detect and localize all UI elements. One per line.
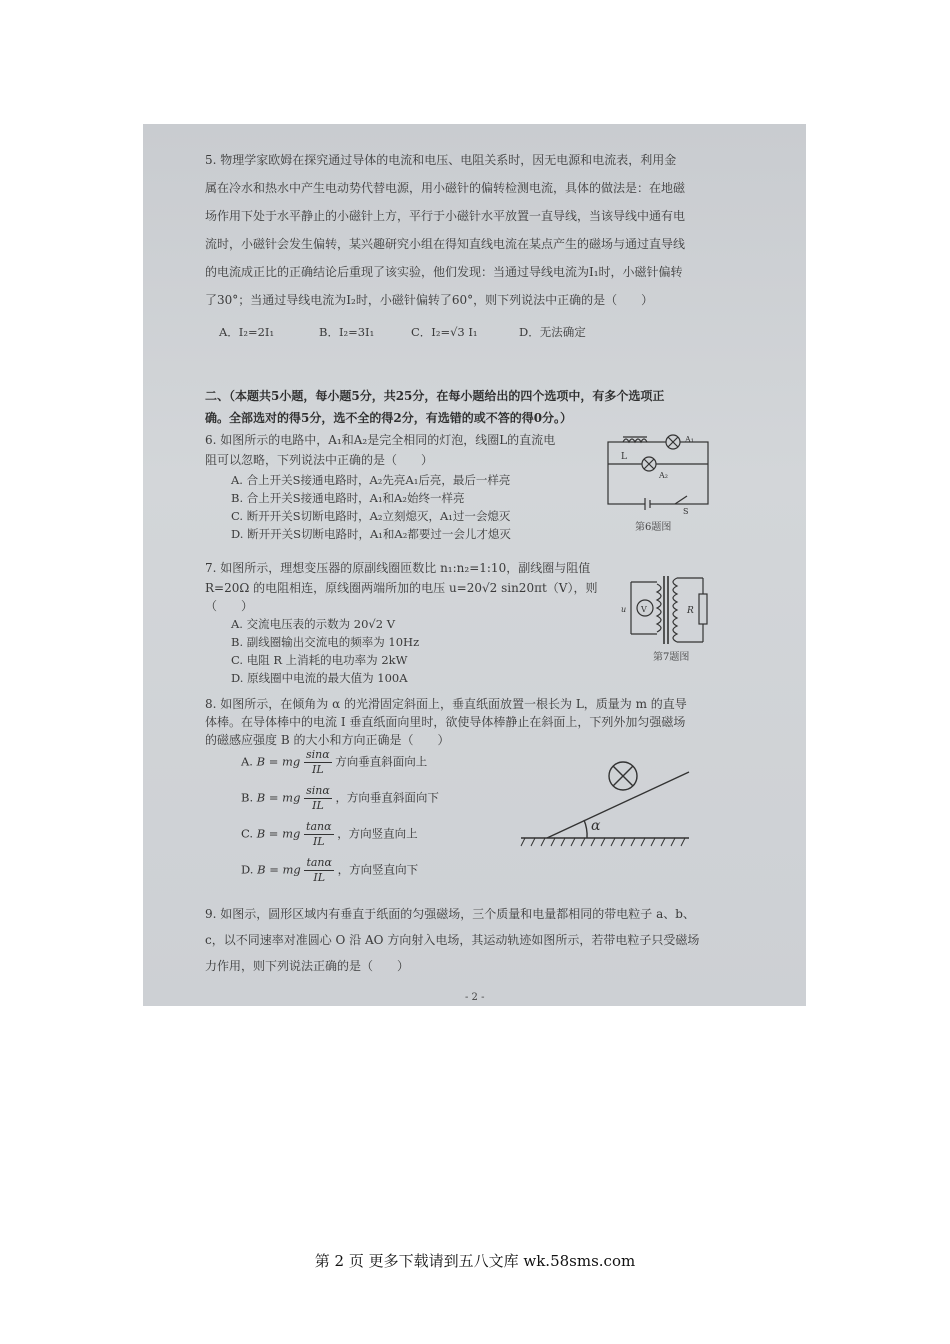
q5-option-a: A．I₂=2I₁ [219, 325, 275, 339]
q5-line: 5. 物理学家欧姆在探究通过导体的电流和电压、电阻关系时，因无电源和电流表，利用金 [205, 153, 677, 167]
q7-option-a: A. 交流电压表的示数为 20√2 V [231, 617, 396, 631]
q7-option-b: B. 副线圈输出交流电的频率为 10Hz [231, 635, 420, 649]
q5-line: 了30°；当通过导线电流为I₂时，小磁针偏转了60°，则下列说法中正确的是（ ） [205, 293, 654, 307]
q6-label-s: S [683, 507, 689, 516]
q6-circuit-diagram [605, 434, 715, 516]
q7-line: （ ） [205, 599, 254, 613]
q8-option-d: D. B = mg $\frac{\tan\alpha}{IL}$ ，方向竖直向下 [241, 856, 419, 884]
q7-transformer-diagram [621, 572, 717, 646]
q6-label-l: L [621, 452, 627, 462]
q7-option-c: C. 电阻 R 上消耗的电功率为 2kW [231, 653, 408, 667]
q6-label-a1: A₁ [685, 435, 694, 444]
q8-option-a: A. B = mg $\frac{\sin\alpha}{IL}$ 方向垂直斜面向上 [241, 748, 428, 776]
q5-option-b: B．I₂=3I₁ [319, 325, 375, 339]
q8-line: 8. 如图所示，在倾角为 α 的光滑固定斜面上，垂直纸面放置一根长为 L，质量为 m 的直导 [205, 697, 687, 711]
q8-line: 体棒。在导体棒中的电流 I 垂直纸面向里时，欲使导体棒静止在斜面上，下列外加匀强磁场 [205, 715, 686, 729]
q6-label-a2: A₂ [659, 471, 668, 480]
q7-line: 7. 如图所示，理想变压器的原副线圈匝数比 n₁:n₂=1:10，副线圈与阻值 [205, 561, 591, 575]
q5-line: 场作用下处于水平静止的小磁针上方，平行于小磁针水平放置一直导线，当该导线中通有电 [205, 209, 686, 223]
q9-line: c，以不同速率对准圆心 O 沿 AO 方向射入电场，其运动轨迹如图所示，若带电粒子只受磁场 [205, 933, 700, 947]
q8-label-alpha: α [591, 818, 601, 834]
q6-line: 6. 如图所示的电路中，A₁和A₂是完全相同的灯泡，线圈L的直流电 [205, 433, 556, 447]
q5-line: 属在冷水和热水中产生电动势代替电源，用小磁针的偏转检测电流，具体的做法是：在地磁 [205, 181, 686, 195]
q7-caption: 第7题图 [653, 652, 690, 663]
q7-label-v: V [641, 605, 647, 614]
q5-line: 流时，小磁针会发生偏转，某兴趣研究小组在得知直线电流在某点产生的磁场与通过直导线 [205, 237, 686, 251]
q8-incline-diagram [521, 754, 691, 854]
q5-option-d: D．无法确定 [519, 325, 586, 339]
q6-caption: 第6题图 [635, 522, 672, 533]
q7-line: R=20Ω 的电阻相连，原线圈两端所加的电压 u=20√2 sin20πt（V），则 [205, 581, 598, 595]
page-footer: 第 2 页 更多下载请到五八文库 wk.58sms.com [314, 1252, 636, 1270]
scanned-exam-photo [143, 124, 806, 1006]
q9-line: 9. 如图示，圆形区域内有垂直于纸面的匀强磁场，三个质量和电量都相同的带电粒子 a、b、 [205, 907, 695, 921]
q8-line: 的磁感应强度 B 的大小和方向正确是（ ） [205, 733, 450, 747]
section2-header: 确。全部选对的得5分，选不全的得2分，有选错的或不答的得0分。） [205, 411, 573, 425]
q6-option-d: D. 断开开关S切断电路时，A₁和A₂都要过一会儿才熄灭 [231, 527, 511, 541]
q5-line: 的电流成正比的正确结论后重现了该实验，他们发现：当通过导线电流为I₁时，小磁针偏转 [205, 265, 683, 279]
q6-line: 阻可以忽略，下列说法中正确的是（ ） [205, 453, 434, 467]
q9-line: 力作用，则下列说法正确的是（ ） [205, 959, 410, 973]
section2-header: 二、（本题共5小题，每小题5分，共25分，在每小题给出的四个选项中，有多个选项正 [205, 389, 665, 403]
q8-option-c: C. B = mg $\frac{\tan\alpha}{IL}$ ，方向竖直向上 [241, 820, 418, 848]
q7-label-u: u [621, 605, 627, 614]
q7-label-r: R [687, 606, 694, 616]
q8-option-b: B. B = mg $\frac{\sin\alpha}{IL}$ ，方向垂直斜面向下 [241, 784, 439, 812]
q6-option-c: C. 断开开关S切断电路时，A₂立刻熄灭，A₁过一会熄灭 [231, 509, 511, 523]
q6-option-a: A. 合上开关S接通电路时，A₂先亮A₁后亮，最后一样亮 [231, 473, 511, 487]
page-number-marker: - 2 - [465, 992, 485, 1003]
q7-option-d: D. 原线圈中电流的最大值为 100A [231, 671, 408, 685]
q6-option-b: B. 合上开关S接通电路时，A₁和A₂始终一样亮 [231, 491, 465, 505]
q5-option-c: C．I₂=√3 I₁ [411, 325, 478, 339]
